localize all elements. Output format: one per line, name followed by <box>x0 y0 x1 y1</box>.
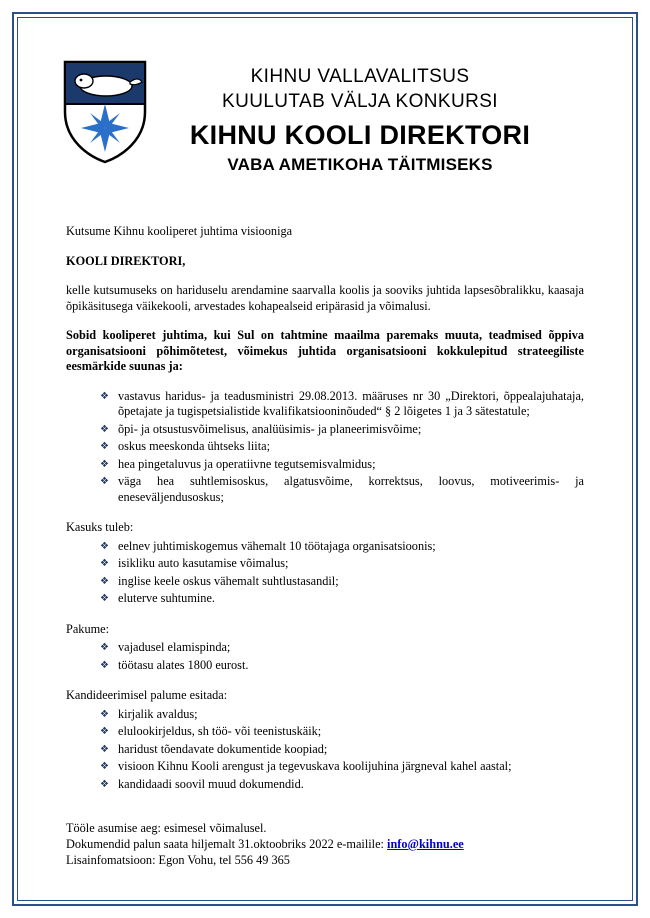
list-item: ❖ haridust tõendavate dokumentide koopiad; <box>100 742 584 758</box>
list-item: ❖ oskus meeskonda ühtseks liita; <box>100 439 584 455</box>
deadline-text: Dokumendid palun saata hiljemalt 31.oktoobriks 2022 e-mailile: <box>66 837 388 851</box>
list-item: ❖ töötasu alates 1800 eurost. <box>100 658 584 674</box>
page-subtitle: VABA AMETIKOHA TÄITMISEKS <box>227 155 493 174</box>
role-heading: KOOLI DIREKTORI, <box>66 253 186 268</box>
spacer <box>66 807 584 820</box>
advantages-list <box>66 539 584 607</box>
spacer <box>66 609 584 622</box>
document-footer <box>66 820 584 868</box>
list-item: ❖ isikliku auto kasutamise võimalus; <box>100 556 584 572</box>
page-title: KIHNU KOOLI DIREKTORI <box>189 120 531 150</box>
list-item: ❖ õpi- ja otsustusvõimelisus, analüüsimis- ja planeerimisvõime; <box>100 422 584 438</box>
deadline-line <box>66 836 584 852</box>
header-text-block <box>136 64 584 177</box>
offers-list <box>66 640 584 673</box>
list-item: ❖ kirjalik avaldus; <box>100 707 584 723</box>
list-item: ❖ kandidaadi soovil muud dokumendid. <box>100 777 584 793</box>
fit-paragraph: Sobid kooliperet juhtima, kui Sul on tahtmine maailma paremaks muuta, teadmised õppiva organisatsiooni põhimõtetest, võimekus juhtida organisatsiooni kokkulepitud strateegiliste eesmärkide suunas ja: <box>66 328 584 373</box>
header-line-1: KIHNU VALLAVALITSUS <box>250 66 470 87</box>
list-item: ❖ visioon Kihnu Kooli arengust ja tegevuskava koolijuhina järgneval kahel aastal; <box>100 759 584 775</box>
advantage-heading: Kasuks tuleb: <box>66 520 134 534</box>
list-item: ❖ vajadusel elamispinda; <box>100 640 584 656</box>
spacer <box>66 675 584 688</box>
offer-heading: Pakume: <box>66 621 110 636</box>
application-list <box>66 707 584 793</box>
document-content <box>66 42 584 868</box>
requirements-list <box>66 389 584 506</box>
intro-paragraph: Kutsume Kihnu kooliperet juhtima visiooniga <box>66 224 293 238</box>
coat-of-arms-icon <box>62 60 148 164</box>
spacer <box>66 507 584 520</box>
header-line-2: KUULUTAB VÄLJA KONKURSI <box>222 91 498 112</box>
document-body <box>66 224 584 868</box>
contact-line: Lisainfomatsioon: Egon Vohu, tel 556 49 365 <box>66 853 290 867</box>
start-date-line: Tööle asumise aeg: esimesel võimalusel. <box>66 821 267 835</box>
list-item: ❖ eluterve suhtumine. <box>100 591 584 607</box>
document-header <box>66 42 584 194</box>
application-heading: Kandideerimisel palume esitada: <box>66 688 228 702</box>
list-item: ❖ eelnev juhtimiskogemus vähemalt 10 töötajaga organisatsioonis; <box>100 539 584 555</box>
list-item: ❖ elulookirjeldus, sh töö- või teenistuskäik; <box>100 724 584 740</box>
list-item: ❖ inglise keele oskus vähemalt suhtlustasandil; <box>100 574 584 590</box>
list-item: ❖ väga hea suhtlemisoskus, algatusvõime, korrektsus, loovus, motiveerimis- ja eneseväljendusoskus; <box>100 474 584 505</box>
list-item: ❖ hea pingetaluvus ja operatiivne tegutsemisvalmidus; <box>100 457 584 473</box>
role-paragraph: kelle kutsumuseks on hariduselu arendamine saarvalla koolis ja sooviks juhtida lapsesõbralikku, kaasaja õpikäsitusega väikekooli, arvestades kohapealseid eripärasid ja võimalusi. <box>66 283 584 313</box>
list-item: ❖ vastavus haridus- ja teadusministri 29.08.2013. määruses nr 30 „Direktori, õppealajuhataja, õpetajate ja tugispetsialistide kvalifikatsiooninõuded“ § 2 lõigetes 1 ja 3 sätestatule; <box>100 389 584 420</box>
spacer <box>66 794 584 807</box>
email-link[interactable]: info@kihnu.ee <box>387 837 464 851</box>
